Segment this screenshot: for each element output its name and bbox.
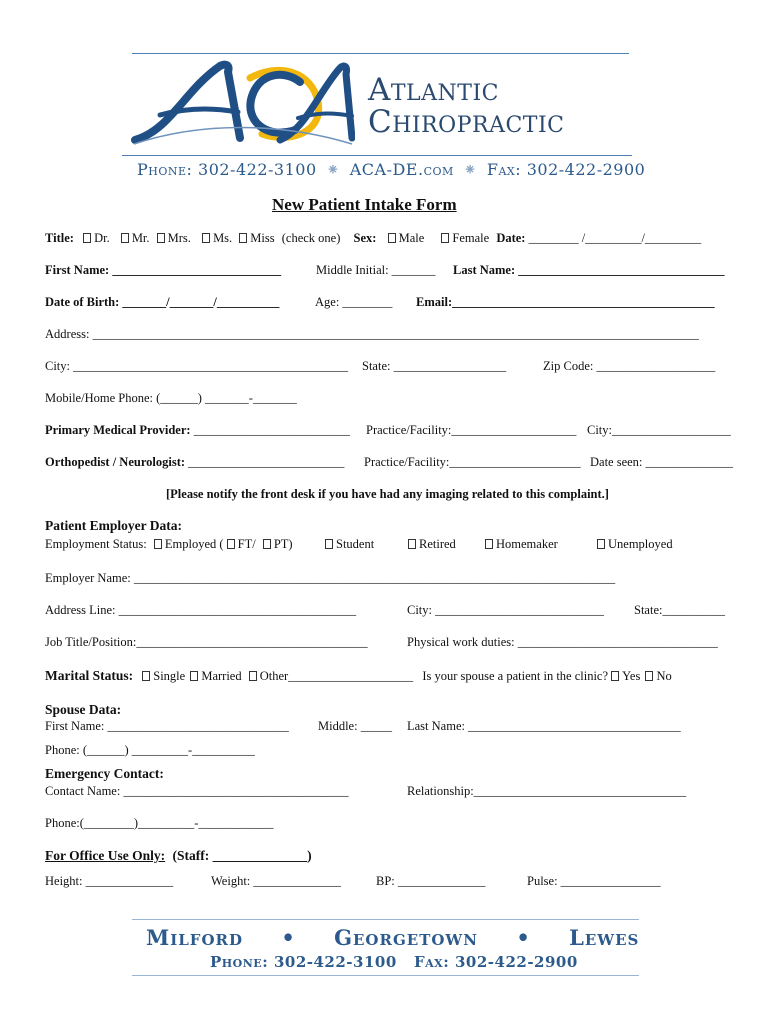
spouse-patient-question: Is your spouse a patient in the clinic? — [422, 669, 609, 683]
form-title: New Patient Intake Form — [272, 195, 457, 214]
staff-field[interactable]: (Staff: ______________) — [172, 848, 312, 863]
emergency-phone-field[interactable]: Phone:(________)_________-____________ — [45, 816, 274, 830]
other-field[interactable]: Other____________________ — [259, 669, 414, 683]
state-field[interactable]: State: __________________ — [362, 359, 507, 373]
logo — [130, 60, 355, 146]
title-miss-label: Miss — [250, 231, 275, 245]
header-top-rule — [132, 53, 629, 54]
location-lewes: Lewes — [569, 925, 640, 950]
title-miss-checkbox[interactable] — [239, 233, 247, 243]
weight-field[interactable]: Weight: ______________ — [211, 874, 341, 888]
date-seen-field[interactable]: Date seen: ______________ — [590, 455, 734, 469]
primary-city-field[interactable]: City:___________________ — [587, 423, 731, 437]
retired-checkbox[interactable] — [408, 539, 416, 549]
sex-female-label: Female — [452, 231, 490, 245]
pt-checkbox[interactable] — [263, 539, 271, 549]
employed-checkbox[interactable] — [154, 539, 162, 549]
title-label: Title: — [45, 231, 74, 245]
employer-city-field[interactable]: City: ___________________________ — [407, 603, 604, 617]
employer-heading: Patient Employer Data: — [45, 518, 182, 533]
single-checkbox[interactable] — [142, 671, 150, 681]
bullet-icon: • — [281, 925, 296, 950]
office-use-row — [45, 848, 312, 864]
date-field[interactable]: ________ /_________/_________ — [528, 231, 702, 245]
student-label: Student — [336, 537, 375, 551]
student-checkbox[interactable] — [325, 539, 333, 549]
location-georgetown: Georgetown — [334, 925, 478, 950]
orthopedist-label: Orthopedist / Neurologist: — [45, 455, 189, 469]
single-label: Single — [153, 669, 186, 683]
title-dr-checkbox[interactable] — [83, 233, 91, 243]
retired-label: Retired — [419, 537, 456, 551]
header-phone: Phone: 302-422-3100 — [137, 160, 317, 179]
ortho-practice-field[interactable]: Practice/Facility:_____________________ — [364, 455, 581, 469]
spouse-no-checkbox[interactable] — [645, 671, 653, 681]
company-name-line2: Chiropractic — [368, 104, 565, 140]
first-name-field[interactable]: First Name: ___________________________ — [45, 263, 282, 277]
city-field[interactable]: City: ____________________________________________ — [45, 359, 349, 373]
title-mrs-checkbox[interactable] — [157, 233, 165, 243]
unemployed-option — [597, 537, 673, 552]
married-label: Married — [201, 669, 242, 683]
footer-locations — [146, 925, 639, 950]
emergency-contact-name-field[interactable]: Contact Name: ____________________________________ — [45, 784, 349, 798]
separator-icon: ⁕ — [463, 160, 478, 179]
spouse-no-label: No — [656, 669, 672, 683]
footer-phone: Phone: 302-422-3100 — [210, 953, 397, 971]
physical-duties-field[interactable]: Physical work duties: ________________________________ — [407, 635, 718, 649]
ft-label: FT/ — [237, 537, 256, 551]
header-fax: Fax: 302-422-2900 — [486, 160, 646, 179]
footer-bottom-rule — [132, 975, 639, 976]
other-checkbox[interactable] — [249, 671, 257, 681]
pulse-field[interactable]: Pulse: ________________ — [527, 874, 661, 888]
logo-letters: ACA — [130, 60, 133, 61]
employer-state-field[interactable]: State:__________ — [634, 603, 725, 617]
address-field[interactable]: Address: _________________________________________________________________________________________________ — [45, 327, 699, 341]
pt-label: PT) — [273, 537, 293, 551]
spouse-heading: Spouse Data: — [45, 702, 122, 717]
employer-name-field[interactable]: Employer Name: _____________________________________________________________________________ — [45, 571, 616, 585]
bp-field[interactable]: BP: ______________ — [376, 874, 486, 888]
title-mr-label: Mr. — [131, 231, 150, 245]
height-field[interactable]: Height: ______________ — [45, 874, 174, 888]
spouse-phone-field[interactable]: Phone: (______) _________-__________ — [45, 743, 255, 757]
date-label: Date: — [496, 231, 526, 245]
spouse-last-name-field[interactable]: Last Name: __________________________________ — [407, 719, 681, 733]
employer-address-field[interactable]: Address Line: ______________________________________ — [45, 603, 357, 617]
student-option — [325, 537, 374, 552]
job-title-field[interactable]: Job Title/Position:_____________________________________ — [45, 635, 368, 649]
primary-provider-row — [45, 423, 350, 438]
separator-icon: ⁕ — [326, 160, 341, 179]
title-mrs-label: Mrs. — [167, 231, 191, 245]
header-mid-rule — [122, 155, 632, 156]
mobile-phone-field[interactable]: Mobile/Home Phone: (______) _______-_______ — [45, 391, 297, 405]
company-name-line1: Atlantic — [368, 72, 500, 108]
primary-provider-label: Primary Medical Provider: — [45, 423, 194, 437]
bullet-icon: • — [516, 925, 531, 950]
employed-label: Employed ( — [164, 537, 224, 551]
title-ms-label: Ms. — [213, 231, 233, 245]
unemployed-label: Unemployed — [608, 537, 673, 551]
title-dr-label: Dr. — [94, 231, 110, 245]
spouse-yes-label: Yes — [622, 669, 641, 683]
married-checkbox[interactable] — [190, 671, 198, 681]
marital-row — [45, 668, 672, 684]
contact-line — [137, 160, 645, 179]
footer-fax: Fax: 302-422-2900 — [414, 953, 578, 971]
middle-initial-field[interactable]: Middle Initial: _______ — [316, 263, 436, 277]
spouse-middle-field[interactable]: Middle: _____ — [318, 719, 392, 733]
employment-status-row — [45, 537, 293, 552]
title-ms-checkbox[interactable] — [202, 233, 210, 243]
primary-practice-field[interactable]: Practice/Facility:____________________ — [366, 423, 577, 437]
emergency-heading: Emergency Contact: — [45, 766, 164, 781]
zip-field[interactable]: Zip Code: ___________________ — [543, 359, 716, 373]
title-hint: (check one) — [281, 231, 341, 245]
sex-male-checkbox[interactable] — [388, 233, 396, 243]
spouse-yes-checkbox[interactable] — [611, 671, 619, 681]
marital-label: Marital Status: — [45, 668, 134, 683]
age-field[interactable]: Age: ________ — [315, 295, 393, 309]
sex-female-checkbox[interactable] — [441, 233, 449, 243]
homemaker-checkbox[interactable] — [485, 539, 493, 549]
title-row — [45, 231, 701, 246]
ft-checkbox[interactable] — [227, 539, 235, 549]
email-field[interactable]: Email:__________________________________________ — [416, 295, 715, 309]
header-website[interactable]: ACA-DE.com — [349, 160, 454, 179]
sex-male-label: Male — [398, 231, 425, 245]
unemployed-checkbox[interactable] — [597, 539, 605, 549]
orthopedist-row — [45, 455, 344, 470]
homemaker-label: Homemaker — [496, 537, 558, 551]
title-mr-checkbox[interactable] — [121, 233, 129, 243]
last-name-field[interactable]: Last Name: _________________________________ — [453, 263, 725, 277]
imaging-note: [Please notify the front desk if you have had any imaging related to this complaint.] — [166, 487, 609, 501]
employment-status-label: Employment Status: — [45, 537, 147, 551]
primary-provider-field[interactable]: _________________________ — [193, 423, 350, 437]
dob-field[interactable]: Date of Birth: _______/_______/__________ — [45, 295, 280, 309]
homemaker-option — [485, 537, 558, 552]
emergency-relationship-field[interactable]: Relationship:__________________________________ — [407, 784, 687, 798]
sex-label: Sex: — [353, 231, 377, 245]
logo-mark-icon — [130, 60, 355, 146]
orthopedist-field[interactable]: _________________________ — [188, 455, 345, 469]
spouse-first-name-field[interactable]: First Name: _____________________________ — [45, 719, 289, 733]
retired-option — [408, 537, 456, 552]
office-use-label: For Office Use Only: — [45, 848, 166, 863]
footer-top-rule — [132, 919, 639, 920]
location-milford: Milford — [146, 925, 243, 950]
